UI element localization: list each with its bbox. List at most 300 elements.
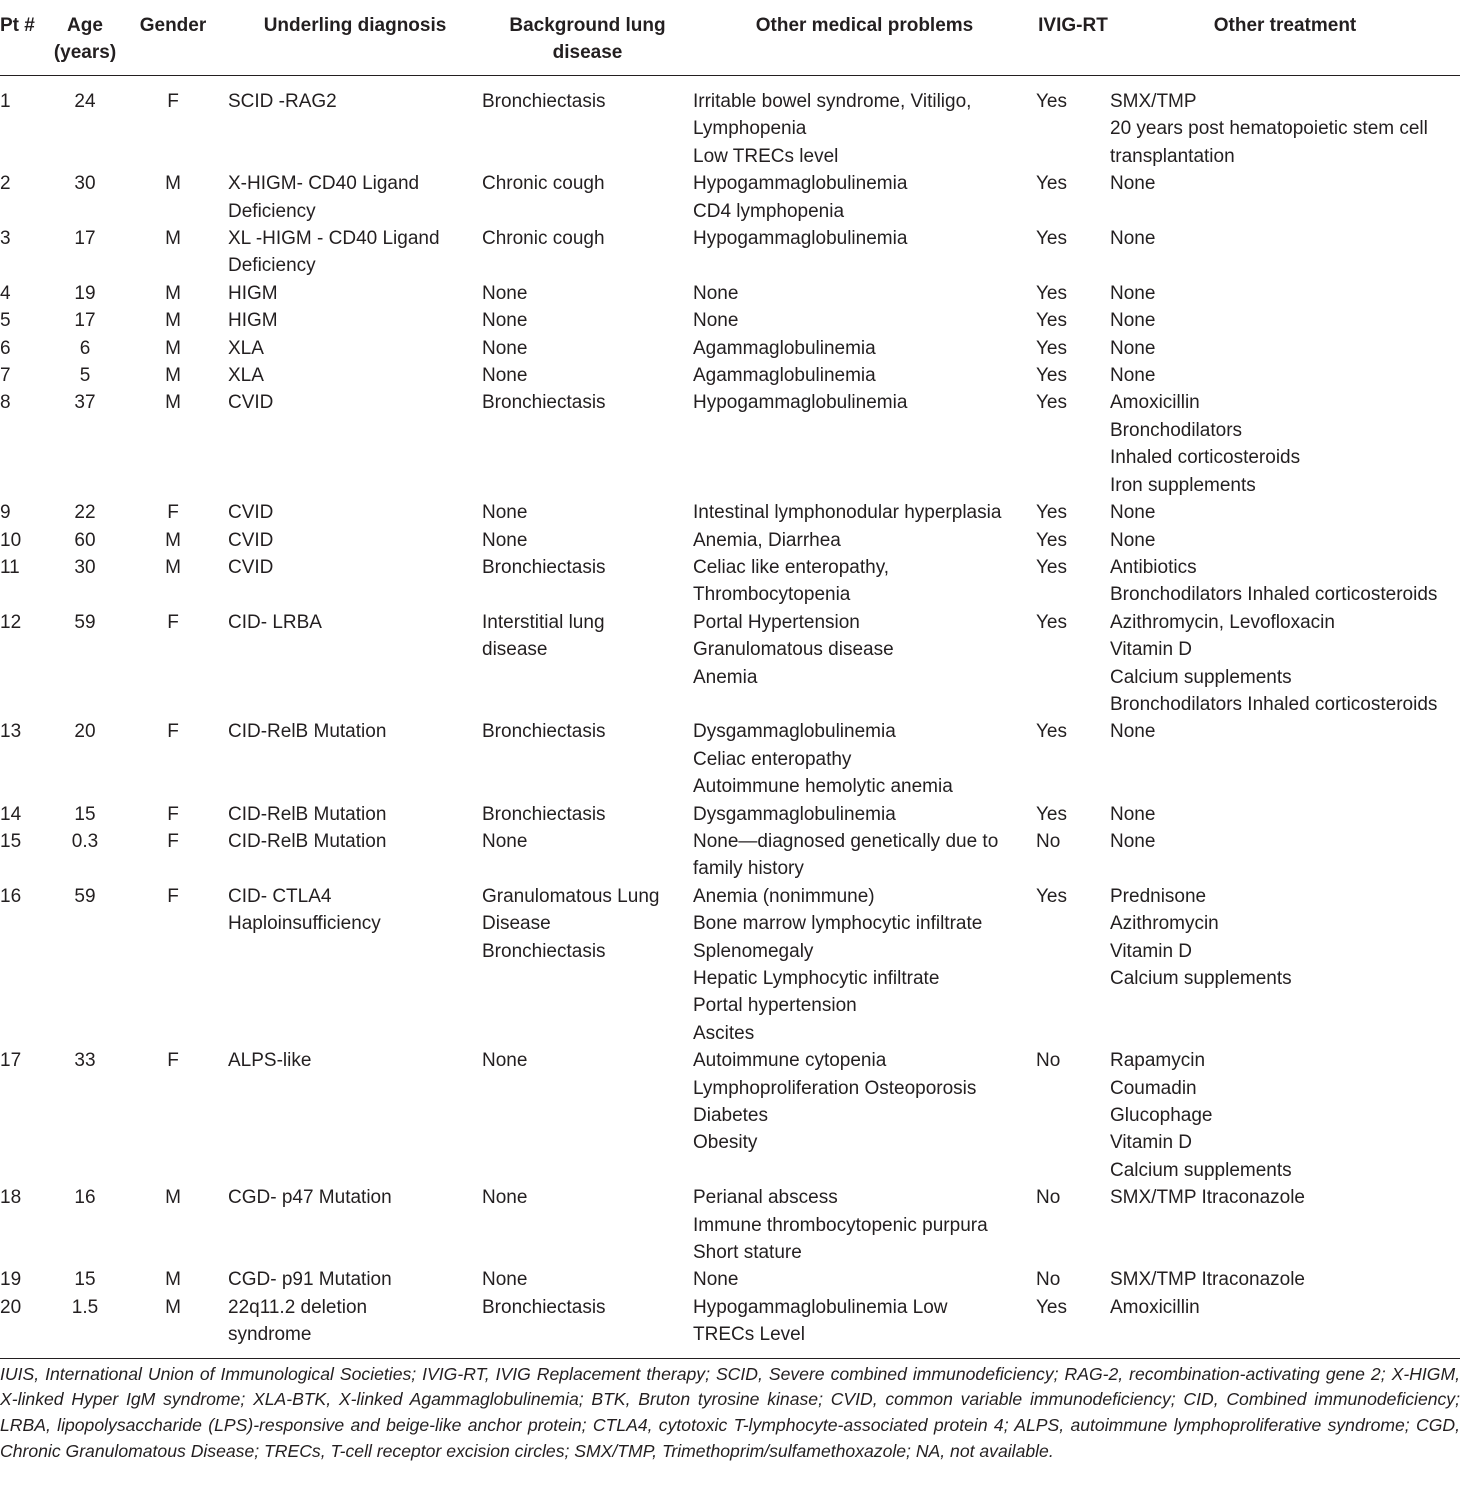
cell-lung-disease-line: None	[482, 502, 528, 524]
cell-other-problems-line: Irritable bowel syndrome, Vitiligo,	[693, 91, 972, 112]
table-row	[0, 1184, 1460, 1266]
cell-diagnosis	[228, 1266, 482, 1293]
cell-other-problems-line: Granulomatous disease	[693, 639, 894, 661]
cell-lung-disease-line: Bronchiectasis	[482, 91, 606, 112]
cell-age: 24	[74, 91, 96, 112]
cell-age: 59	[74, 885, 96, 907]
cell-ivig: Yes	[1036, 282, 1067, 304]
table-row	[0, 1047, 1460, 1184]
cell-gender: M	[165, 392, 181, 414]
cell-other-problems	[693, 609, 1036, 719]
cell-other-problems-line: None	[693, 282, 739, 304]
cell-other-treatment-line: Prednisone	[1110, 885, 1207, 907]
cell-diagnosis	[228, 718, 482, 800]
cell-age: 0.3	[71, 830, 99, 852]
cell-diagnosis	[228, 801, 482, 828]
cell-lung-disease-line: Interstitial lung	[482, 611, 605, 633]
cell-gender: M	[165, 337, 181, 359]
header-diagnosis: Underling diagnosis	[228, 0, 482, 76]
cell-lung-disease-line: Bronchiectasis	[482, 803, 606, 825]
cell-other-problems-line: Autoimmune hemolytic anemia	[693, 776, 953, 798]
cell-gender: M	[165, 228, 181, 250]
table-row	[0, 554, 1460, 609]
cell-ivig: Yes	[1036, 803, 1067, 825]
cell-gender: F	[167, 721, 179, 743]
cell-lung-disease	[482, 718, 693, 800]
cell-diagnosis	[228, 225, 482, 280]
cell-ivig: No	[1036, 1187, 1061, 1209]
cell-ivig: No	[1036, 1050, 1061, 1072]
cell-ivig: Yes	[1036, 556, 1067, 578]
cell-other-problems-line: Anemia, Diarrhea	[693, 529, 841, 551]
cell-other-problems-line: Splenomegaly	[693, 940, 814, 962]
cell-other-problems-line: None	[693, 1269, 739, 1291]
cell-age: 37	[74, 392, 96, 414]
cell-lung-disease	[482, 76, 693, 171]
cell-other-problems-line: family history	[693, 858, 804, 880]
cell-lung-disease-line: None	[482, 1269, 528, 1291]
cell-diagnosis-line: HIGM	[228, 310, 278, 332]
cell-age: 15	[74, 803, 96, 825]
cell-age: 15	[74, 1269, 96, 1291]
cell-other-problems	[693, 1266, 1036, 1293]
cell-lung-disease-line: Bronchiectasis	[482, 392, 606, 414]
cell-gender: M	[165, 365, 181, 387]
cell-other-problems-line: Celiac like enteropathy,	[693, 556, 890, 578]
cell-diagnosis-line: XLA	[228, 337, 264, 359]
cell-other-problems	[693, 225, 1036, 280]
cell-patient-number: 17	[0, 1050, 22, 1072]
cell-diagnosis	[228, 389, 482, 499]
cell-diagnosis-line: syndrome	[228, 1324, 312, 1346]
cell-other-problems-line: Short stature	[693, 1242, 802, 1264]
cell-other-treatment-line: Vitamin D	[1110, 1132, 1193, 1154]
cell-other-treatment-line: None	[1110, 310, 1156, 332]
cell-other-problems-line: Bone marrow lymphocytic infiltrate	[693, 913, 983, 935]
cell-ivig: Yes	[1036, 228, 1067, 250]
cell-other-problems-line: None—diagnosed genetically due to	[693, 830, 999, 852]
cell-other-problems	[693, 801, 1036, 828]
table-row	[0, 499, 1460, 526]
cell-lung-disease-line: None	[482, 310, 528, 332]
cell-lung-disease	[482, 1047, 693, 1184]
cell-diagnosis-line: CID- CTLA4	[228, 885, 332, 907]
header-age: Age (years)	[52, 0, 118, 76]
cell-other-treatment	[1110, 718, 1460, 800]
cell-other-problems-line: CD4 lymphopenia	[693, 200, 845, 222]
cell-diagnosis-line: CGD- p91 Mutation	[228, 1269, 392, 1291]
cell-other-problems-line: Hypogammaglobulinemia	[693, 392, 908, 414]
cell-ivig: Yes	[1036, 885, 1067, 907]
cell-other-treatment	[1110, 499, 1460, 526]
cell-diagnosis-line: Haploinsufficiency	[228, 913, 381, 935]
cell-other-treatment-line: Amoxicillin	[1110, 1296, 1200, 1318]
cell-other-problems-line: Celiac enteropathy	[693, 748, 852, 770]
cell-gender: F	[167, 885, 179, 907]
cell-other-problems-line: Intestinal lymphonodular hyperplasia	[693, 502, 1002, 524]
cell-lung-disease	[482, 307, 693, 334]
cell-age: 59	[74, 611, 96, 633]
cell-other-problems-line: Agammaglobulinemia	[693, 337, 876, 359]
cell-ivig: Yes	[1036, 337, 1067, 359]
cell-diagnosis	[228, 280, 482, 307]
cell-other-treatment	[1110, 554, 1460, 609]
table-row	[0, 527, 1460, 554]
cell-other-problems	[693, 280, 1036, 307]
cell-other-problems	[693, 170, 1036, 225]
cell-age: 17	[74, 228, 96, 250]
cell-lung-disease	[482, 389, 693, 499]
cell-lung-disease-line: Bronchiectasis	[482, 940, 606, 962]
cell-gender: M	[165, 173, 181, 195]
cell-patient-number: 12	[0, 611, 22, 633]
table-row	[0, 225, 1460, 280]
cell-diagnosis	[228, 499, 482, 526]
header-other-problems: Other medical problems	[693, 0, 1036, 76]
cell-diagnosis	[228, 362, 482, 389]
cell-gender: F	[167, 830, 179, 852]
cell-diagnosis-line: XLA	[228, 365, 264, 387]
cell-patient-number: 8	[0, 392, 11, 414]
cell-other-treatment	[1110, 801, 1460, 828]
cell-other-problems-line: Lymphoproliferation Osteoporosis	[693, 1077, 977, 1099]
cell-patient-number: 1	[0, 91, 11, 112]
cell-other-treatment-line: Iron supplements	[1110, 474, 1256, 496]
cell-other-treatment	[1110, 1294, 1460, 1358]
cell-other-treatment	[1110, 1266, 1460, 1293]
cell-diagnosis	[228, 76, 482, 171]
table-row	[0, 170, 1460, 225]
cell-other-treatment-line: Antibiotics	[1110, 556, 1197, 578]
cell-other-treatment-line: None	[1110, 529, 1156, 551]
cell-patient-number: 7	[0, 365, 11, 387]
cell-patient-number: 16	[0, 885, 22, 907]
header-gender: Gender	[118, 0, 228, 76]
table-header	[0, 0, 1460, 76]
cell-other-treatment-line: Azithromycin	[1110, 913, 1219, 935]
cell-other-problems	[693, 554, 1036, 609]
cell-lung-disease	[482, 170, 693, 225]
cell-other-problems	[693, 362, 1036, 389]
cell-lung-disease-line: Chronic cough	[482, 173, 605, 195]
cell-other-treatment-line: None	[1110, 803, 1156, 825]
cell-diagnosis-line: HIGM	[228, 282, 278, 304]
table-row	[0, 362, 1460, 389]
cell-patient-number: 13	[0, 721, 22, 743]
cell-other-problems-line: Hypogammaglobulinemia	[693, 173, 908, 195]
cell-other-problems	[693, 1184, 1036, 1266]
cell-ivig: Yes	[1036, 91, 1067, 112]
cell-age: 5	[79, 365, 91, 387]
cell-diagnosis-line: X-HIGM- CD40 Ligand	[228, 173, 420, 195]
cell-diagnosis	[228, 1184, 482, 1266]
cell-gender: M	[118, 1294, 228, 1358]
cell-other-treatment-line: Calcium supplements	[1110, 1159, 1292, 1181]
cell-ivig: Yes	[1036, 502, 1067, 524]
cell-ivig: No	[1036, 1269, 1061, 1291]
cell-other-problems-line: Agammaglobulinemia	[693, 365, 876, 387]
cell-ivig: Yes	[1036, 611, 1067, 633]
cell-diagnosis	[228, 883, 482, 1047]
cell-ivig: No	[1036, 830, 1061, 852]
cell-lung-disease-line: Bronchiectasis	[482, 556, 606, 578]
table-row	[0, 801, 1460, 828]
cell-gender: F	[167, 803, 179, 825]
cell-other-problems	[693, 389, 1036, 499]
cell-other-treatment	[1110, 280, 1460, 307]
cell-ivig: Yes	[1036, 529, 1067, 551]
header-ivig: IVIG-RT	[1036, 0, 1110, 76]
cell-diagnosis	[228, 554, 482, 609]
cell-lung-disease-line: None	[482, 365, 528, 387]
cell-other-treatment-line: None	[1110, 830, 1156, 852]
cell-patient-number: 11	[0, 556, 20, 578]
cell-patient-number: 15	[0, 830, 22, 852]
table-row	[0, 335, 1460, 362]
cell-other-treatment-line: None	[1110, 365, 1156, 387]
cell-diagnosis	[228, 1047, 482, 1184]
cell-lung-disease	[482, 1266, 693, 1293]
cell-other-problems-line: Obesity	[693, 1132, 758, 1154]
cell-other-problems-line: Thrombocytopenia	[693, 584, 851, 606]
cell-other-treatment	[1110, 883, 1460, 1047]
cell-age: 60	[74, 529, 96, 551]
cell-diagnosis-line: SCID -RAG2	[228, 91, 337, 112]
cell-diagnosis	[228, 609, 482, 719]
cell-patient-number: 14	[0, 803, 22, 825]
cell-gender: M	[165, 282, 181, 304]
cell-diagnosis	[228, 170, 482, 225]
table-body	[0, 76, 1460, 1359]
cell-other-treatment-line: Calcium supplements	[1110, 968, 1292, 989]
cell-other-problems-line: Low TRECs level	[693, 145, 839, 167]
cell-patient-number: 20	[0, 1294, 52, 1358]
cell-gender: F	[167, 611, 179, 633]
cell-other-problems-line: Dysgammaglobulinemia	[693, 803, 896, 825]
cell-other-problems	[693, 335, 1036, 362]
cell-lung-disease	[482, 1294, 693, 1358]
cell-diagnosis-line: CID-RelB Mutation	[228, 803, 387, 825]
cell-other-problems-line: Immune thrombocytopenic purpura	[693, 1214, 988, 1236]
cell-lung-disease-line: None	[482, 830, 528, 852]
cell-gender: M	[165, 529, 181, 551]
cell-other-problems-line: Portal Hypertension	[693, 611, 860, 633]
cell-diagnosis-line: CID-RelB Mutation	[228, 830, 387, 852]
cell-age: 6	[79, 337, 91, 359]
cell-lung-disease-line: None	[482, 337, 528, 359]
cell-patient-number: 10	[0, 529, 22, 551]
cell-diagnosis-line: CID-RelB Mutation	[228, 721, 387, 743]
cell-diagnosis-line: Deficiency	[228, 255, 316, 277]
cell-lung-disease	[482, 362, 693, 389]
cell-patient-number: 5	[0, 310, 11, 332]
cell-other-treatment	[1110, 527, 1460, 554]
cell-other-problems-line: Perianal abscess	[693, 1187, 838, 1209]
cell-patient-number: 18	[0, 1187, 22, 1209]
cell-age: 1.5	[52, 1294, 118, 1358]
cell-lung-disease-line: Bronchiectasis	[482, 721, 606, 743]
cell-age: 17	[74, 310, 96, 332]
cell-other-treatment-line: transplantation	[1110, 145, 1235, 167]
cell-other-problems-line: Hepatic Lymphocytic infiltrate	[693, 968, 940, 989]
cell-other-problems-line: Hypogammaglobulinemia Low	[693, 1296, 948, 1318]
cell-other-treatment-line: SMX/TMP	[1110, 91, 1197, 112]
cell-diagnosis-line: ALPS-like	[228, 1050, 312, 1072]
cell-patient-number: 4	[0, 282, 11, 304]
cell-patient-number: 6	[0, 337, 11, 359]
cell-gender: M	[165, 556, 181, 578]
cell-gender: M	[165, 1269, 181, 1291]
cell-other-treatment	[1110, 307, 1460, 334]
cell-other-treatment	[1110, 362, 1460, 389]
cell-diagnosis	[228, 335, 482, 362]
cell-lung-disease	[482, 280, 693, 307]
cell-other-treatment	[1110, 170, 1460, 225]
cell-other-problems-line: Dysgammaglobulinemia	[693, 721, 896, 743]
cell-other-treatment-line: Glucophage	[1110, 1105, 1213, 1127]
cell-lung-disease	[482, 883, 693, 1047]
cell-other-treatment-line: Calcium supplements	[1110, 666, 1292, 688]
cell-diagnosis-line: XL -HIGM - CD40 Ligand	[228, 228, 440, 250]
cell-lung-disease-line: None	[482, 529, 528, 551]
cell-gender: F	[167, 91, 179, 112]
cell-diagnosis	[228, 527, 482, 554]
cell-other-treatment-line: Vitamin D	[1110, 639, 1193, 661]
cell-other-treatment-line: Bronchodilators	[1110, 419, 1243, 441]
header-pt: Pt #	[0, 0, 52, 76]
cell-other-treatment-line: SMX/TMP Itraconazole	[1110, 1269, 1306, 1291]
cell-diagnosis-line: 22q11.2 deletion	[228, 1296, 368, 1318]
cell-lung-disease	[482, 609, 693, 719]
cell-gender: F	[167, 1050, 179, 1072]
cell-other-problems	[693, 828, 1036, 883]
cell-other-treatment-line: None	[1110, 228, 1156, 250]
cell-ivig: Yes	[1036, 1294, 1110, 1358]
cell-other-treatment-line: None	[1110, 173, 1156, 195]
cell-diagnosis	[228, 1294, 482, 1358]
cell-other-treatment-line: Azithromycin, Levofloxacin	[1110, 611, 1335, 633]
cell-patient-number: 19	[0, 1269, 22, 1291]
cell-ivig: Yes	[1036, 310, 1067, 332]
cell-other-problems-line: Lymphopenia	[693, 118, 807, 140]
cell-lung-disease-line: Granulomatous Lung	[482, 885, 660, 907]
cell-other-treatment	[1110, 335, 1460, 362]
table-row	[0, 718, 1460, 800]
cell-lung-disease	[482, 1184, 693, 1266]
table-row	[0, 307, 1460, 334]
cell-age: 30	[74, 556, 96, 578]
cell-other-treatment	[1110, 225, 1460, 280]
cell-lung-disease	[482, 225, 693, 280]
cell-age: 33	[74, 1050, 96, 1072]
cell-diagnosis-line: CVID	[228, 529, 274, 551]
cell-age: 16	[74, 1187, 96, 1209]
cell-other-problems	[693, 883, 1036, 1047]
cell-lung-disease-line: None	[482, 1187, 528, 1209]
cell-other-problems-line: Diabetes	[693, 1105, 768, 1127]
cell-other-problems-line: TRECs Level	[693, 1324, 805, 1346]
table-row	[0, 1294, 1460, 1358]
cell-age: 20	[74, 721, 96, 743]
cell-other-treatment	[1110, 1184, 1460, 1266]
cell-other-problems	[693, 76, 1036, 171]
table-row	[0, 1266, 1460, 1293]
cell-other-treatment	[1110, 389, 1460, 499]
cell-gender: M	[165, 1187, 181, 1209]
cell-diagnosis-line: CVID	[228, 392, 274, 414]
cell-gender: M	[165, 310, 181, 332]
header-row	[0, 0, 1460, 76]
cell-other-problems-line: Ascites	[693, 1022, 755, 1044]
cell-other-problems	[693, 1294, 1036, 1358]
cell-other-treatment	[1110, 609, 1460, 719]
cell-other-treatment-line: 20 years post hematopoietic stem cell	[1110, 118, 1428, 140]
cell-lung-disease	[482, 499, 693, 526]
table-row	[0, 280, 1460, 307]
cell-diagnosis-line: Deficiency	[228, 200, 316, 222]
cell-other-treatment	[1110, 828, 1460, 883]
cell-lung-disease-line: None	[482, 282, 528, 304]
cell-other-problems	[693, 307, 1036, 334]
cell-diagnosis-line: CGD- p47 Mutation	[228, 1187, 392, 1209]
cell-diagnosis	[228, 307, 482, 334]
cell-age: 22	[74, 502, 96, 524]
cell-other-treatment-line: Bronchodilators Inhaled corticosteroids	[1110, 693, 1438, 715]
header-other-treatment: Other treatment	[1110, 0, 1460, 76]
cell-diagnosis-line: CVID	[228, 556, 274, 578]
cell-other-treatment-line: Amoxicillin	[1110, 392, 1200, 414]
cell-other-problems-line: None	[693, 310, 739, 332]
table-row	[0, 389, 1460, 499]
cell-other-treatment-line: Coumadin	[1110, 1077, 1197, 1099]
cell-other-treatment-line: None	[1110, 282, 1156, 304]
cell-diagnosis-line: CVID	[228, 502, 274, 524]
cell-patient-number: 3	[0, 228, 11, 250]
cell-lung-disease-line: disease	[482, 639, 548, 661]
cell-other-problems	[693, 718, 1036, 800]
cell-lung-disease	[482, 335, 693, 362]
cell-other-treatment-line: None	[1110, 502, 1156, 524]
cell-patient-number: 2	[0, 173, 11, 195]
cell-other-treatment-line: None	[1110, 721, 1156, 743]
cell-lung-disease	[482, 554, 693, 609]
table-row	[0, 609, 1460, 719]
cell-ivig: Yes	[1036, 392, 1067, 414]
cell-lung-disease-line: Disease	[482, 913, 551, 935]
cell-patient-number: 9	[0, 502, 11, 524]
table-row	[0, 828, 1460, 883]
cell-other-problems-line: Autoimmune cytopenia	[693, 1050, 887, 1072]
cell-age: 30	[74, 173, 96, 195]
cell-other-problems-line: Anemia (nonimmune)	[693, 885, 875, 907]
cell-other-problems	[693, 499, 1036, 526]
cell-other-treatment-line: Rapamycin	[1110, 1050, 1206, 1072]
header-lung-disease: Background lung disease	[482, 0, 693, 76]
table-footnote: IUIS, International Union of Immunological Societies; IVIG-RT, IVIG Replacement therapy; SCID, Severe combined immunodeficiency; RAG-2, recombination-activating gene 2; X-HIGM, X-linked Hyper IgM syndrome; XLA-BTK, X-linked Agammaglobulinemia; BTK, Bruton tyrosine kinase; CVID, common variable immunodeficiency; CID, Combined immunodeficiency; LRBA, lipopolysaccharide (LPS)-responsive and beige-like anchor protein; CTLA4, cytotoxic T-lymphocyte-associated protein 4; ALPS, autoimmune lymphoproliferative syndrome; CGD, Chronic Granulomatous Disease; TRECs, T-cell receptor excision circles; SMX/TMP, Trimethoprim/sulfamethoxazole; NA, not available.	[0, 1363, 1460, 1462]
cell-lung-disease-line: None	[482, 1050, 528, 1072]
cell-diagnosis-line: CID- LRBA	[228, 611, 322, 633]
cell-ivig: Yes	[1036, 721, 1067, 743]
cell-ivig: Yes	[1036, 173, 1067, 195]
cell-diagnosis	[228, 828, 482, 883]
cell-gender: F	[167, 502, 179, 524]
cell-other-problems-line: Hypogammaglobulinemia	[693, 228, 908, 250]
cell-lung-disease	[482, 527, 693, 554]
cell-other-treatment-line: Vitamin D	[1110, 940, 1193, 962]
cell-ivig: Yes	[1036, 365, 1067, 387]
cell-lung-disease-line: Bronchiectasis	[482, 1296, 606, 1318]
cell-other-problems	[693, 527, 1036, 554]
